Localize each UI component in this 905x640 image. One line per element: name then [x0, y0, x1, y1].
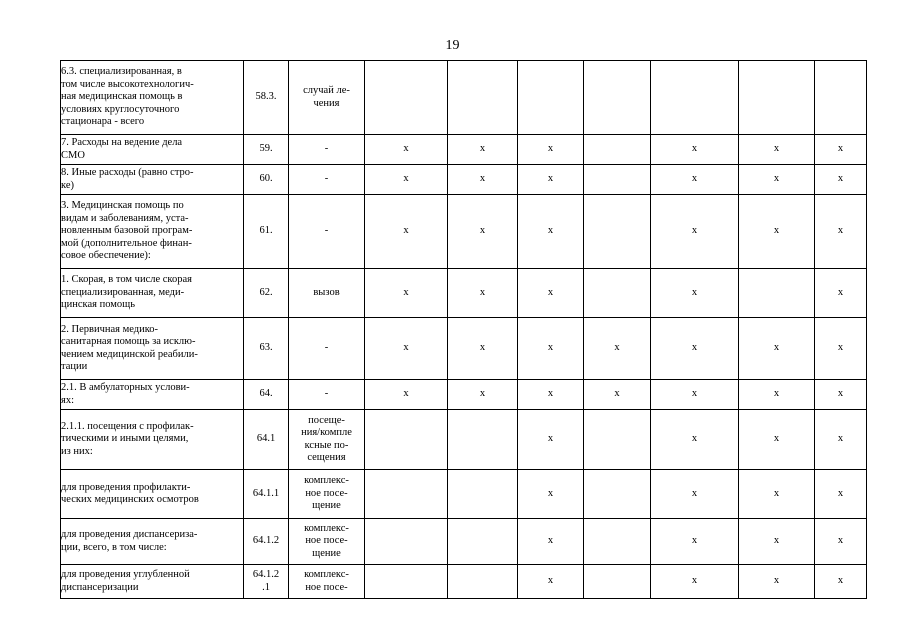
row-name-line: чением медицинской реабили-	[61, 348, 198, 360]
value-cell: х	[584, 380, 651, 410]
row-name-cell	[61, 470, 244, 519]
value-cell	[365, 410, 448, 470]
row-number-line: 64.1	[256, 433, 276, 445]
row-name-cell	[61, 61, 244, 135]
value-cell	[518, 61, 584, 135]
row-name-line: диспансеризации	[61, 581, 139, 593]
row-name-line: мой (дополнительное финан-	[61, 237, 192, 249]
value-cell: х	[448, 380, 518, 410]
row-name-line: стационара - всего	[61, 116, 145, 128]
value-cell: х	[584, 318, 651, 380]
unit-line: -	[324, 143, 329, 155]
row-number-line: 61.	[259, 225, 273, 237]
row-number-cell	[244, 61, 289, 135]
value-cell: х	[815, 135, 867, 165]
row-name-line: 8. Иные расходы (равно стро-	[61, 167, 194, 179]
value-cell: х	[739, 135, 815, 165]
row-name-line: ции, всего, в том числе:	[61, 541, 167, 553]
row-number-line: 64.1.2	[252, 569, 280, 581]
value-cell: х	[365, 269, 448, 318]
row-name-line: 2.1. В амбулаторных услови-	[61, 382, 190, 394]
value-cell	[365, 565, 448, 599]
row-name-cell	[61, 380, 244, 410]
value-cell: х	[739, 565, 815, 599]
page-number: 19	[445, 38, 460, 53]
unit-line: ное посе-	[305, 487, 348, 499]
value-cell: х	[651, 380, 739, 410]
row-name-line: специализированная, меди-	[61, 286, 185, 298]
value-cell: х	[815, 565, 867, 599]
data-table	[60, 60, 867, 599]
row-number-line: 64.	[259, 388, 273, 400]
row-name-line: ях:	[61, 394, 74, 406]
table-row	[61, 135, 867, 165]
row-name-line: ческих медицинских осмотров	[61, 494, 199, 505]
row-name-cell	[61, 519, 244, 565]
value-cell	[365, 519, 448, 565]
row-name-line: СМО	[61, 149, 85, 161]
table-row	[61, 269, 867, 318]
row-number-line: 62.	[259, 286, 273, 298]
value-cell	[584, 61, 651, 135]
row-name-line: для проведения углубленной	[61, 569, 190, 581]
row-name-line: 1. Скорая, в том числе скорая	[61, 274, 192, 286]
row-name-line: тации	[61, 360, 88, 372]
value-cell: х	[739, 318, 815, 380]
value-cell: х	[518, 165, 584, 195]
value-cell	[584, 565, 651, 599]
value-cell: х	[365, 165, 448, 195]
value-cell	[739, 269, 815, 318]
unit-line: случай ле-	[303, 85, 350, 97]
value-cell: х	[518, 519, 584, 565]
unit-cell	[289, 380, 365, 410]
value-cell: х	[518, 380, 584, 410]
row-name-line: из них:	[61, 445, 93, 457]
row-number-line: 60.	[259, 173, 273, 185]
value-cell: х	[739, 410, 815, 470]
unit-line: щение	[312, 547, 341, 559]
unit-line: -	[324, 342, 329, 354]
row-name-cell	[61, 318, 244, 380]
row-name-line: ке)	[61, 179, 74, 191]
row-name-line: том числе высокотехнологич-	[61, 78, 194, 90]
value-cell	[584, 410, 651, 470]
value-cell: х	[365, 135, 448, 165]
row-name-line: санитарная помощь за исклю-	[61, 336, 196, 348]
row-number-cell	[244, 470, 289, 519]
unit-line: ния/компле	[301, 427, 352, 439]
value-cell: х	[518, 318, 584, 380]
value-cell: х	[365, 195, 448, 269]
row-number-cell	[244, 135, 289, 165]
value-cell: х	[448, 318, 518, 380]
value-cell	[365, 61, 448, 135]
table-row	[61, 165, 867, 195]
value-cell: х	[815, 470, 867, 519]
value-cell: х	[448, 165, 518, 195]
table-row	[61, 470, 867, 519]
row-name-line: условиях круглосуточного	[61, 103, 180, 115]
row-name-cell	[61, 135, 244, 165]
value-cell	[584, 165, 651, 195]
value-cell	[584, 269, 651, 318]
value-cell	[448, 470, 518, 519]
row-name-line: тическими и иными целями,	[61, 433, 189, 445]
unit-cell	[289, 519, 365, 565]
value-cell: х	[651, 195, 739, 269]
unit-line: -	[324, 225, 329, 237]
value-cell: х	[739, 195, 815, 269]
row-number-cell	[244, 195, 289, 269]
value-cell: х	[518, 269, 584, 318]
table-row	[61, 61, 867, 135]
row-number-cell	[244, 410, 289, 470]
value-cell	[448, 61, 518, 135]
unit-cell	[289, 135, 365, 165]
row-number-line: 63.	[259, 342, 273, 354]
value-cell: х	[815, 410, 867, 470]
value-cell	[584, 470, 651, 519]
unit-line: сещения	[307, 451, 346, 463]
row-number-cell	[244, 380, 289, 410]
table-row	[61, 519, 867, 565]
unit-cell	[289, 410, 365, 470]
row-number-cell	[244, 165, 289, 195]
value-cell: х	[448, 269, 518, 318]
value-cell: х	[365, 318, 448, 380]
value-cell	[739, 61, 815, 135]
row-number-line: 59.	[259, 143, 273, 155]
unit-cell	[289, 470, 365, 519]
value-cell: х	[815, 519, 867, 565]
value-cell: х	[651, 470, 739, 519]
value-cell	[584, 195, 651, 269]
unit-cell	[289, 565, 365, 599]
value-cell	[584, 519, 651, 565]
row-name-cell	[61, 195, 244, 269]
value-cell: х	[739, 519, 815, 565]
value-cell: х	[365, 380, 448, 410]
row-number-cell	[244, 318, 289, 380]
unit-line: комплекс-	[304, 522, 349, 534]
value-cell: х	[518, 410, 584, 470]
row-name-line: 6.3. специализированная, в	[61, 66, 182, 78]
row-name-line: 2. Первичная медико-	[61, 323, 159, 335]
value-cell: х	[815, 380, 867, 410]
value-cell	[448, 410, 518, 470]
value-cell	[651, 61, 739, 135]
row-number-line: 64.1.1	[252, 487, 280, 499]
unit-cell	[289, 269, 365, 318]
value-cell: х	[739, 470, 815, 519]
value-cell: х	[651, 519, 739, 565]
value-cell: х	[815, 195, 867, 269]
row-number-cell	[244, 519, 289, 565]
unit-line: -	[324, 173, 329, 185]
row-name-cell	[61, 565, 244, 599]
value-cell: х	[739, 165, 815, 195]
row-name-line: 3. Медицинская помощь по	[61, 200, 184, 212]
row-name-cell	[61, 165, 244, 195]
row-name-line: цинская помощь	[61, 299, 136, 311]
unit-line: комплекс-	[304, 569, 349, 581]
row-name-line: видам и заболеваниям, уста-	[61, 212, 189, 224]
unit-cell	[289, 195, 365, 269]
unit-line: вызов	[313, 286, 340, 298]
row-name-line: 7. Расходы на ведение дела	[61, 137, 183, 149]
table-row	[61, 565, 867, 599]
unit-line: чения	[313, 97, 340, 109]
value-cell: х	[739, 380, 815, 410]
table-row	[61, 195, 867, 269]
row-name-line: новленным базовой програм-	[61, 225, 193, 237]
unit-line: щение	[312, 500, 341, 512]
row-name-line: для проведения диспансериза-	[61, 529, 198, 541]
value-cell: х	[651, 565, 739, 599]
value-cell: х	[518, 470, 584, 519]
value-cell	[584, 135, 651, 165]
unit-line: ное посе-	[305, 581, 348, 593]
row-number-line: .1	[262, 581, 270, 593]
value-cell	[815, 61, 867, 135]
row-number-cell	[244, 565, 289, 599]
value-cell: х	[815, 269, 867, 318]
table-body	[61, 61, 867, 599]
value-cell: х	[815, 165, 867, 195]
unit-line: -	[324, 388, 329, 400]
value-cell: х	[651, 318, 739, 380]
table-row	[61, 318, 867, 380]
value-cell: х	[815, 318, 867, 380]
value-cell	[448, 519, 518, 565]
row-name-cell	[61, 269, 244, 318]
unit-line: посеще-	[308, 414, 345, 426]
value-cell: х	[518, 135, 584, 165]
table-row	[61, 380, 867, 410]
row-name-cell	[61, 410, 244, 470]
value-cell: х	[651, 269, 739, 318]
row-name-line: совое обеспечение):	[61, 250, 151, 262]
value-cell: х	[651, 165, 739, 195]
row-number-line: 58.3.	[255, 91, 277, 103]
table-row	[61, 410, 867, 470]
unit-cell	[289, 318, 365, 380]
unit-line: ное посе-	[305, 535, 348, 547]
value-cell: х	[651, 135, 739, 165]
row-number-line: 64.1.2	[252, 535, 280, 547]
unit-line: комплекс-	[304, 475, 349, 487]
unit-cell	[289, 61, 365, 135]
value-cell: х	[448, 195, 518, 269]
row-name-line: для проведения профилакти-	[61, 481, 191, 493]
value-cell: х	[518, 195, 584, 269]
unit-line: ксные по-	[304, 439, 349, 451]
value-cell: х	[448, 135, 518, 165]
value-cell: х	[518, 565, 584, 599]
row-name-line: 2.1.1. посещения с профилак-	[61, 420, 194, 432]
value-cell: х	[651, 410, 739, 470]
value-cell	[448, 565, 518, 599]
row-name-line: ная медицинская помощь в	[61, 91, 183, 103]
unit-cell	[289, 165, 365, 195]
value-cell	[365, 470, 448, 519]
row-number-cell	[244, 269, 289, 318]
